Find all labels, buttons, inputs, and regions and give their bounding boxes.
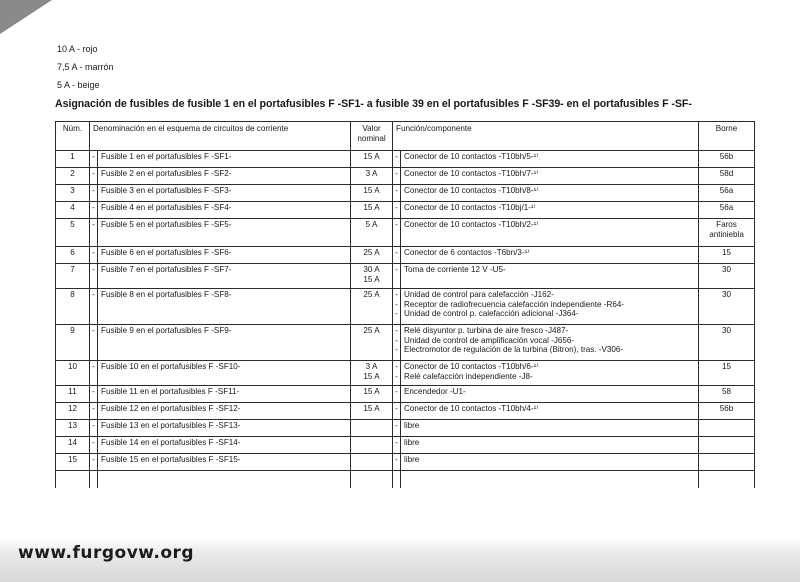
fuse-number: 12 — [56, 403, 90, 420]
fuse-terminal-line: 56a — [719, 203, 734, 212]
fuse-function-line: Relé disyuntor p. turbina de aire fresco -J487- — [404, 326, 569, 335]
fuse-terminal — [699, 454, 755, 471]
dash-marker: - — [90, 151, 98, 168]
fuse-rating-line: 15 A — [363, 387, 380, 396]
fuse-function-line: Unidad de control de amplificación vocal -J656- — [404, 335, 575, 345]
header-function: Función/componente — [393, 122, 699, 151]
fuse-number: 9 — [56, 325, 90, 361]
fuse-function-line: Unidad de control p. calefacción adicional -J364- — [404, 309, 579, 318]
table-row — [56, 403, 755, 420]
dash-marker — [393, 403, 401, 420]
fuse-function-line: Conector de 10 contactos -T10bh/5-¹⁾ — [404, 152, 539, 161]
header-amp — [351, 122, 393, 151]
dash-marker — [393, 437, 401, 454]
dash-marker — [393, 185, 401, 202]
fuse-designation: Fusible 12 en el portafusibles F -SF12- — [98, 403, 351, 420]
fuse-rating — [351, 454, 393, 471]
dash-marker-line: - — [395, 362, 398, 371]
fuse-rating — [351, 403, 393, 420]
dash-marker-line: - — [395, 265, 398, 274]
legend-item: 10 A - rojo — [57, 44, 98, 54]
header-num: Núm. — [56, 122, 90, 151]
fuse-terminal-line: 56b — [719, 404, 734, 413]
dash-marker-line: - — [395, 345, 398, 354]
fuse-terminal — [699, 361, 755, 386]
dash-marker — [393, 168, 401, 185]
fuse-terminal — [699, 437, 755, 454]
fuse-rating-line: 15 A — [363, 274, 380, 284]
dash-marker: - — [90, 185, 98, 202]
fuse-number: 7 — [56, 264, 90, 289]
site-watermark: www.furgovw.org — [18, 543, 195, 563]
dash-marker-line: - — [395, 220, 398, 229]
cutoff-cell — [401, 471, 699, 488]
dash-marker: - — [90, 403, 98, 420]
legend-item: 5 A - beige — [57, 80, 100, 90]
dash-marker-line: - — [395, 455, 398, 464]
fuse-number: 6 — [56, 247, 90, 264]
fuse-function-line: Conector de 10 contactos -T10bh/6-¹⁾ — [404, 362, 539, 371]
fuse-rating — [351, 185, 393, 202]
cutoff-cell — [393, 471, 401, 488]
header-name: Denominación en el esquema de circuitos de corriente — [90, 122, 351, 151]
scan-corner-shadow — [0, 0, 52, 34]
dash-marker: - — [90, 264, 98, 289]
fuse-function — [401, 202, 699, 219]
fuse-function — [401, 247, 699, 264]
dash-marker: - — [90, 247, 98, 264]
fuse-rating — [351, 151, 393, 168]
fuse-terminal-line: 30 — [722, 265, 732, 274]
fuse-terminal — [699, 202, 755, 219]
fuse-rating — [351, 247, 393, 264]
fuse-rating — [351, 437, 393, 454]
dash-marker — [393, 247, 401, 264]
fuse-rating — [351, 219, 393, 247]
fuse-terminal — [699, 247, 755, 264]
fuse-function-line: libre — [404, 421, 420, 430]
table-row — [56, 151, 755, 168]
fuse-function — [401, 454, 699, 471]
table-row — [56, 420, 755, 437]
fuse-number: 3 — [56, 185, 90, 202]
dash-marker-line: - — [395, 387, 398, 396]
fuse-function-line: Conector de 10 contactos -T10bh/8-¹⁾ — [404, 186, 539, 195]
fuse-rating-line: 25 A — [363, 326, 380, 335]
dash-marker-line: - — [395, 290, 398, 299]
fuse-number: 2 — [56, 168, 90, 185]
fuse-designation: Fusible 7 en el portafusibles F -SF7- — [98, 264, 351, 289]
fuse-function — [401, 185, 699, 202]
fuse-terminal — [699, 289, 755, 325]
fuse-function — [401, 264, 699, 289]
table-header-row — [56, 122, 755, 151]
dash-marker — [393, 454, 401, 471]
dash-marker: - — [90, 202, 98, 219]
fuse-terminal-line: 30 — [722, 290, 732, 299]
cutoff-cell — [56, 471, 90, 488]
dash-marker-line: - — [395, 152, 398, 161]
fuse-function — [401, 151, 699, 168]
fuse-color-legend — [57, 40, 114, 94]
fuse-function-line: Conector de 6 contactos -T6bn/3-¹⁾ — [404, 248, 530, 257]
table-row — [56, 168, 755, 185]
table-body — [56, 151, 755, 488]
fuse-function-line: libre — [404, 438, 420, 447]
fuse-designation: Fusible 6 en el portafusibles F -SF6- — [98, 247, 351, 264]
fuse-rating-line: 30 A — [363, 265, 380, 274]
fuse-function-line: Unidad de control para calefacción -J162- — [404, 290, 554, 299]
dash-marker: - — [90, 168, 98, 185]
fuse-number: 8 — [56, 289, 90, 325]
dash-marker — [393, 325, 401, 361]
fuse-number: 4 — [56, 202, 90, 219]
fuse-rating — [351, 386, 393, 403]
dash-marker — [393, 151, 401, 168]
fuse-rating-line: 25 A — [363, 248, 380, 257]
dash-marker-line: - — [395, 371, 398, 381]
fuse-number: 1 — [56, 151, 90, 168]
fuse-rating — [351, 264, 393, 289]
fuse-function — [401, 403, 699, 420]
fuse-rating — [351, 361, 393, 386]
fuse-function-line: Relé calefacción independiente -J8- — [404, 371, 533, 381]
fuse-rating — [351, 325, 393, 361]
fuse-function — [401, 437, 699, 454]
fuse-function-line: Conector de 10 contactos -T10bh/2-¹⁾ — [404, 220, 539, 229]
fuse-terminal-line: 58d — [719, 169, 734, 178]
dash-marker: - — [90, 361, 98, 386]
fuse-function-line: Receptor de radiofrecuencia calefacción independiente -R64- — [404, 299, 625, 309]
fuse-rating-line: 25 A — [363, 290, 380, 299]
header-terminal: Borne — [699, 122, 755, 151]
table-row — [56, 437, 755, 454]
fuse-rating-line: 3 A — [365, 169, 378, 178]
table-row — [56, 202, 755, 219]
dash-marker: - — [90, 289, 98, 325]
table-row — [56, 289, 755, 325]
dash-marker-line: - — [395, 438, 398, 447]
dash-marker-line: - — [395, 335, 398, 345]
fuse-terminal — [699, 403, 755, 420]
cutoff-cell — [98, 471, 351, 488]
fuse-terminal-line: antiniebla — [709, 229, 744, 239]
fuse-terminal-line: 56a — [719, 186, 734, 195]
dash-marker-line: - — [395, 299, 398, 309]
dash-marker-line: - — [395, 404, 398, 413]
table-row — [56, 264, 755, 289]
dash-marker — [393, 202, 401, 219]
fuse-terminal — [699, 151, 755, 168]
fuse-terminal — [699, 264, 755, 289]
fuse-terminal — [699, 185, 755, 202]
dash-marker-line: - — [395, 169, 398, 178]
fuse-function — [401, 420, 699, 437]
dash-marker — [393, 386, 401, 403]
fuse-assignment-table — [55, 121, 755, 488]
fuse-function-line: Conector de 10 contactos -T10bh/4-¹⁾ — [404, 404, 539, 413]
table-row — [56, 454, 755, 471]
fuse-rating — [351, 289, 393, 325]
table-row — [56, 361, 755, 386]
fuse-designation: Fusible 10 en el portafusibles F -SF10- — [98, 361, 351, 386]
fuse-function-line: Conector de 10 contactos -T10bh/7-¹⁾ — [404, 169, 539, 178]
fuse-function — [401, 219, 699, 247]
dash-marker-line: - — [395, 203, 398, 212]
fuse-designation: Fusible 14 en el portafusibles F -SF14- — [98, 437, 351, 454]
fuse-terminal — [699, 420, 755, 437]
legend-item: 7,5 A - marrón — [57, 62, 114, 72]
table-row — [56, 325, 755, 361]
dash-marker-line: - — [395, 421, 398, 430]
dash-marker — [393, 361, 401, 386]
fuse-function — [401, 168, 699, 185]
fuse-terminal — [699, 325, 755, 361]
dash-marker: - — [90, 437, 98, 454]
fuse-rating — [351, 168, 393, 185]
fuse-rating — [351, 202, 393, 219]
fuse-terminal — [699, 219, 755, 247]
fuse-rating-line: 5 A — [365, 220, 378, 229]
fuse-designation: Fusible 8 en el portafusibles F -SF8- — [98, 289, 351, 325]
fuse-function-line: Conector de 10 contactos -T10bj/1-¹⁾ — [404, 203, 536, 212]
fuse-number: 14 — [56, 437, 90, 454]
fuse-number: 15 — [56, 454, 90, 471]
fuse-designation: Fusible 3 en el portafusibles F -SF3- — [98, 185, 351, 202]
fuse-function — [401, 361, 699, 386]
dash-marker — [393, 219, 401, 247]
fuse-designation: Fusible 9 en el portafusibles F -SF9- — [98, 325, 351, 361]
fuse-function-line: Toma de corriente 12 V -U5- — [404, 265, 506, 274]
fuse-function — [401, 325, 699, 361]
dash-marker: - — [90, 219, 98, 247]
table-row — [56, 247, 755, 264]
fuse-terminal — [699, 168, 755, 185]
fuse-rating-line: 15 A — [363, 186, 380, 195]
fuse-function-line: Encendedor -U1- — [404, 387, 466, 396]
fuse-designation: Fusible 2 en el portafusibles F -SF2- — [98, 168, 351, 185]
table-row — [56, 185, 755, 202]
dash-marker-line: - — [395, 248, 398, 257]
table-row — [56, 386, 755, 403]
dash-marker-line: - — [395, 326, 398, 335]
fuse-terminal-line: 58 — [722, 387, 732, 396]
fuse-designation: Fusible 13 en el portafusibles F -SF13- — [98, 420, 351, 437]
dash-marker: - — [90, 420, 98, 437]
dash-marker — [393, 420, 401, 437]
fuse-terminal — [699, 386, 755, 403]
cutoff-cell — [699, 471, 755, 488]
dash-marker — [393, 289, 401, 325]
fuse-rating — [351, 420, 393, 437]
fuse-number: 10 — [56, 361, 90, 386]
dash-marker-line: - — [395, 186, 398, 195]
fuse-rating-line: 15 A — [363, 404, 380, 413]
fuse-designation: Fusible 4 en el portafusibles F -SF4- — [98, 202, 351, 219]
fuse-function-line: Electromotor de regulación de la turbina (Bitron), tras. -V306- — [404, 345, 624, 354]
dash-marker — [393, 264, 401, 289]
fuse-function — [401, 386, 699, 403]
dash-marker: - — [90, 386, 98, 403]
fuse-terminal-line: 15 — [722, 248, 732, 257]
header-amp-line: nominal — [357, 133, 386, 143]
fuse-terminal-line: 15 — [722, 362, 732, 371]
fuse-number: 11 — [56, 386, 90, 403]
fuse-number: 5 — [56, 219, 90, 247]
dash-marker: - — [90, 325, 98, 361]
section-heading: Asignación de fusibles de fusible 1 en el portafusibles F -SF1- a fusible 39 en el portafusibles F -SF39- en el portafusibles F -SF- — [55, 98, 692, 110]
header-amp-line: Valor — [362, 124, 381, 133]
fuse-terminal-line: Faros — [716, 220, 737, 229]
fuse-rating-line: 3 A — [365, 362, 378, 371]
fuse-rating-line: 15 A — [363, 152, 380, 161]
fuse-rating-line: 15 A — [363, 371, 380, 381]
table-row-cutoff — [56, 471, 755, 488]
fuse-designation: Fusible 1 en el portafusibles F -SF1- — [98, 151, 351, 168]
fuse-designation: Fusible 15 en el portafusibles F -SF15- — [98, 454, 351, 471]
fuse-terminal-line: 30 — [722, 326, 732, 335]
fuse-number: 13 — [56, 420, 90, 437]
fuse-rating-line: 15 A — [363, 203, 380, 212]
fuse-designation: Fusible 11 en el portafusibles F -SF11- — [98, 386, 351, 403]
fuse-terminal-line: 56b — [719, 152, 734, 161]
dash-marker: - — [90, 454, 98, 471]
fuse-function-line: libre — [404, 455, 420, 464]
dash-marker-line: - — [395, 309, 398, 318]
cutoff-cell — [351, 471, 393, 488]
table-row — [56, 219, 755, 247]
cutoff-cell — [90, 471, 98, 488]
fuse-function — [401, 289, 699, 325]
fuse-designation: Fusible 5 en el portafusibles F -SF5- — [98, 219, 351, 247]
